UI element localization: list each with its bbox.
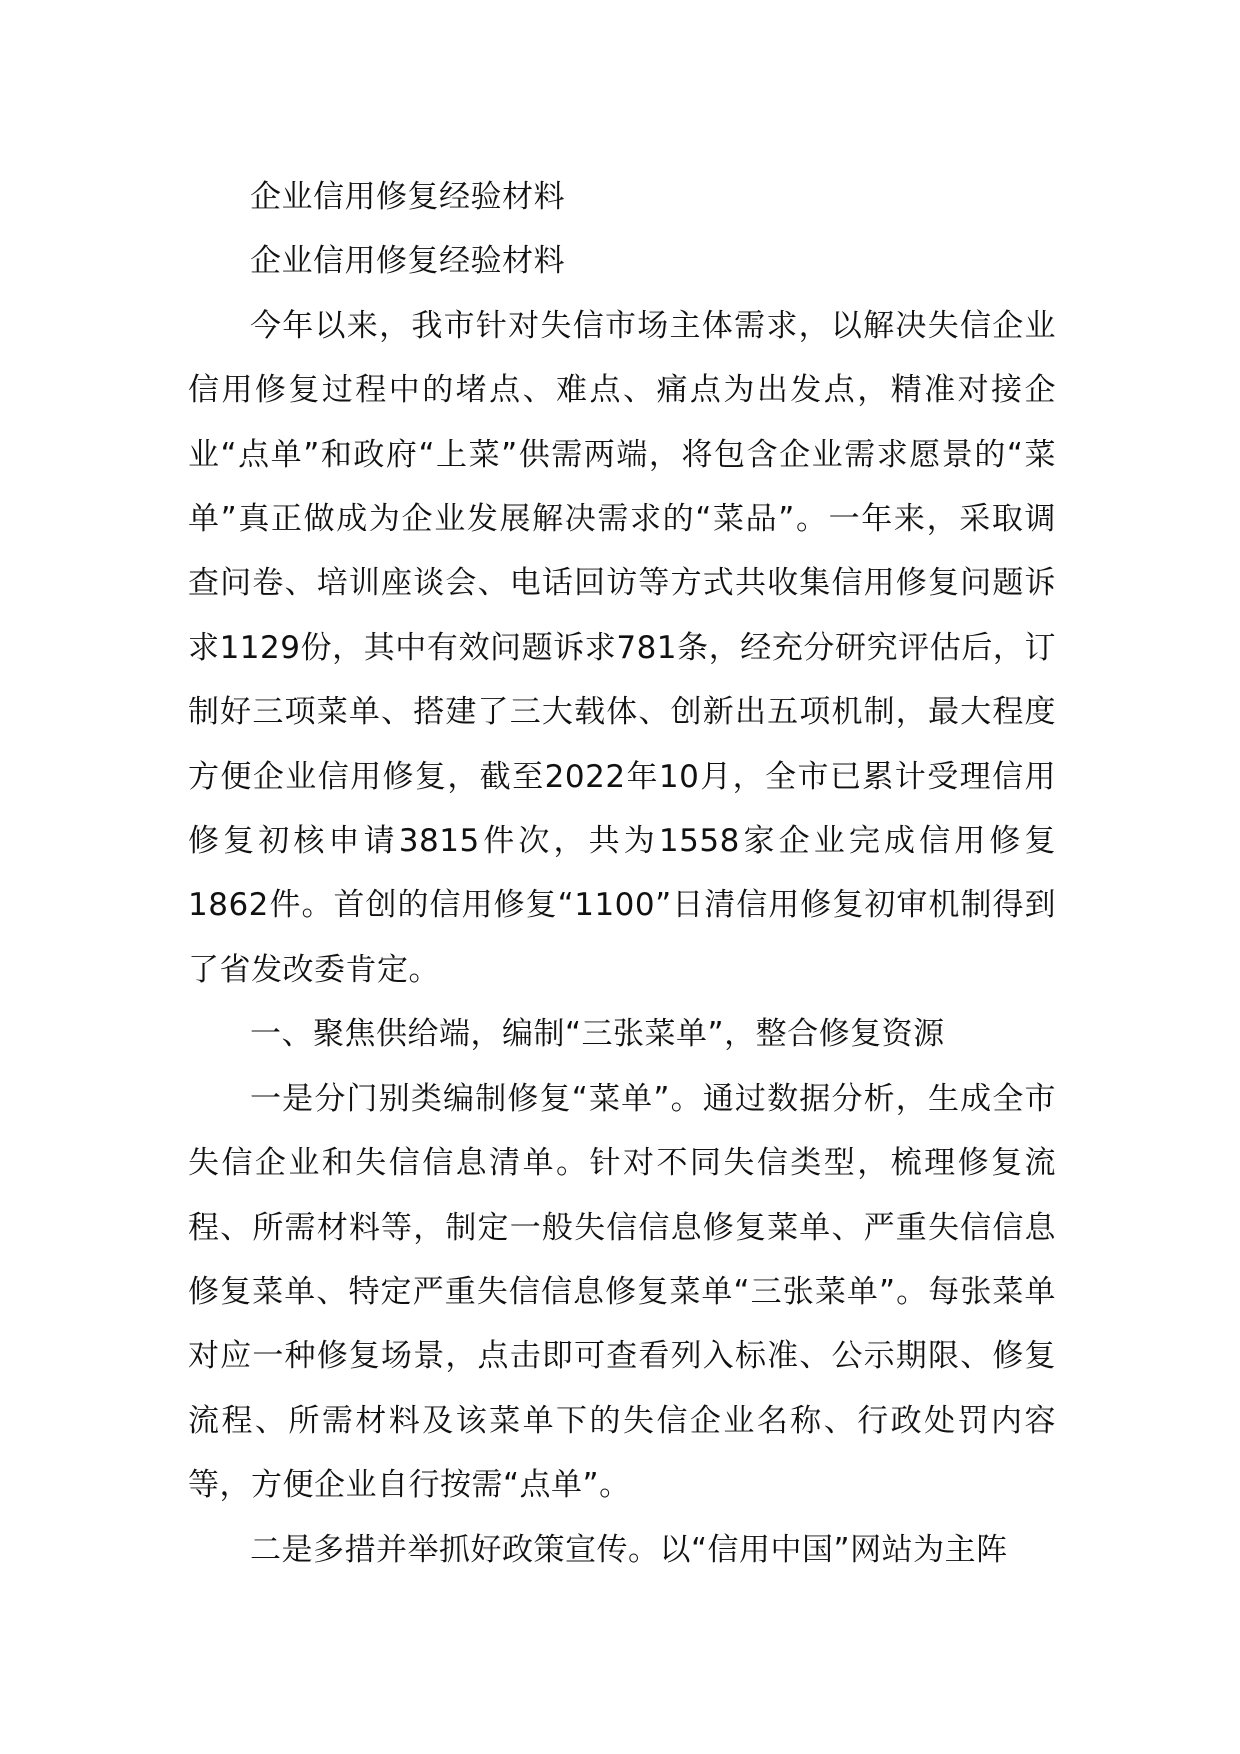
document-title: 企业信用修复经验材料 (250, 179, 565, 215)
body-paragraph: 二是多措并举抓好政策宣传。以“信用中国”网站为主阵 (250, 1531, 1008, 1568)
intro-paragraph: 今年以来，我市针对失信市场主体需求，以解决失信企业信用修复过程中的堵点、难点、痛点为出发点，精准对接企业“点单”和政府“上菜”供需两端，将包含企业需求愿景的“菜单”真正做成为企业发展解决需求的“菜品”。一年来，采取调查问卷、培训座谈会、电话回访等方式共收集信用修复问题诉求1129份，其中有效问题诉求781条，经充分研究评估后，订制好三项菜单、搭建了三大载体、创新出五项机制，最大程度方便企业信用修复，截至2022年10月，全市已累计受理信用修复初核申请3815件次，共为1558家企业完成信用修复1862件。首创的信用修复“1100”日清信用修复初审机制得到了省发改委肯定。 (188, 307, 1056, 988)
section-heading-1: 一、聚焦供给端，编制“三张菜单”，整合修复资源 (250, 1016, 945, 1053)
document-subtitle: 企业信用修复经验材料 (250, 243, 565, 280)
document-page (188, 165, 1056, 1582)
body-paragraph: 一是分门别类编制修复“菜单”。通过数据分析，生成全市失信企业和失信信息清单。针对不同失信类型，梳理修复流程、所需材料等，制定一般失信信息修复菜单、严重失信信息修复菜单、特定严重失信信息修复菜单“三张菜单”。每张菜单对应一种修复场景，点击即可查看列入标准、公示期限、修复流程、所需材料及该菜单下的失信企业名称、行政处罚内容等，方便企业自行按需“点单”。 (188, 1080, 1056, 1504)
